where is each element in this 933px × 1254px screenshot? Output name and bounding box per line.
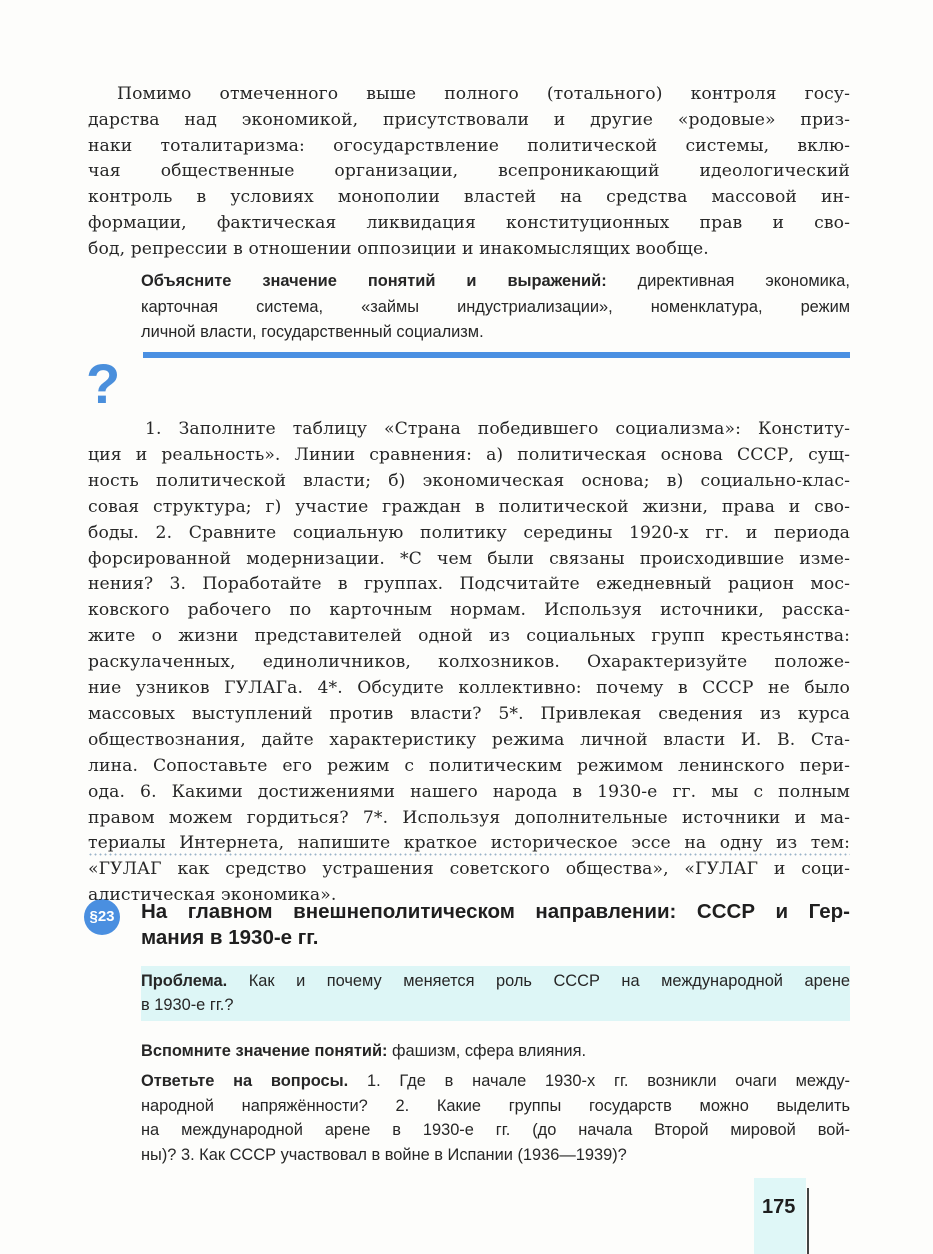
line-text: на международной арене в 1930-е гг. (до начала Второй мировой вой- <box>141 1121 850 1139</box>
line-text: формации, фактическая ликвидация конституционных прав и сво- <box>88 213 850 233</box>
line-text: совая структура; г) участие граждан в политической жизни, права и сво- <box>88 496 850 517</box>
section-divider-bar <box>143 352 850 358</box>
answer-questions-line <box>141 1072 850 1091</box>
line-text: дарства над экономикой, присутствовали и другие «родовые» приз- <box>88 109 850 130</box>
intro-paragraph-line <box>88 161 850 181</box>
problem-line <box>141 972 850 991</box>
section-title-line <box>141 926 850 950</box>
line-text: директивная экономика, <box>606 272 850 290</box>
question-line <box>88 523 850 543</box>
line-text: фашизм, сфера влияния. <box>387 1042 586 1060</box>
answer-questions-line <box>141 1146 850 1165</box>
line-text: нения? 3. Поработайте в группах. Подсчитайте ежедневный рацион мос- <box>88 574 850 595</box>
line-text: форсированной модернизации. *С чем были связаны происходившие изме- <box>88 548 850 569</box>
page-edge-rule <box>807 1188 809 1254</box>
line-text: ода. 6. Какими достижениями нашего народа в 1930-е гг. мы с полным <box>88 781 850 802</box>
intro-paragraph-line <box>117 84 850 104</box>
intro-paragraph-line <box>88 110 850 130</box>
intro-paragraph-line <box>88 213 850 233</box>
line-text: в 1930-е гг.? <box>141 995 234 1014</box>
line-text: народной напряжённости? 2. Какие группы государств можно выделить <box>141 1096 850 1115</box>
intro-paragraph-line <box>88 239 850 259</box>
question-line <box>88 652 850 672</box>
line-text: раскулаченных, единоличников, колхозников. Охарактеризуйте положе- <box>88 652 850 673</box>
intro-paragraph-line <box>88 136 850 156</box>
line-text: На главном внешнеполитическом направлении: СССР и Гер- <box>141 900 850 923</box>
question-line <box>88 471 850 491</box>
question-mark-icon: ? <box>86 352 121 415</box>
line-text: бод, репрессии в отношении оппозиции и инакомыслящих вообще. <box>88 238 709 259</box>
line-text: личной власти, государственный социализм. <box>141 323 484 341</box>
section-title-line <box>141 900 850 924</box>
question-line <box>88 445 850 465</box>
line-text: Помимо отмеченного выше полного (тотального) контроля госу- <box>117 84 850 104</box>
line-text: 1. Где в начале 1930-х гг. возникли очаги между- <box>348 1072 850 1090</box>
question-line <box>88 833 850 853</box>
line-text: боды. 2. Сравните социальную политику середины 1920-х гг. и периода <box>88 522 850 543</box>
question-line <box>88 808 850 828</box>
line-text: контроль в условиях монополии властей на средства массовой ин- <box>88 187 850 208</box>
line-text: ние узников ГУЛАГа. 4*. Обсудите коллективно: почему в СССР не было <box>88 678 850 698</box>
line-text: наки тоталитаризма: огосударствление политической системы, вклю- <box>88 135 850 156</box>
intro-paragraph-line <box>88 187 850 207</box>
question-line <box>88 497 850 517</box>
explain-terms-line <box>141 298 850 317</box>
explain-terms-line <box>141 323 850 342</box>
question-line <box>88 626 850 646</box>
paragraph-badge: §23 <box>84 899 120 935</box>
line-text: ция и реальность». Линии сравнения: а) политическая основа СССР, сущ- <box>88 444 850 465</box>
bold-lead-in: Проблема. <box>141 972 228 990</box>
question-line <box>88 730 850 750</box>
answer-questions-line <box>141 1121 850 1140</box>
line-text: обществознания, дайте характеристику режима личной власти И. В. Ста- <box>88 729 850 750</box>
bold-lead-in: Вспомните значение понятий: <box>141 1042 388 1060</box>
line-text: чая общественные организации, всепроникающий идеологический <box>88 161 850 182</box>
explain-terms-line <box>141 272 850 291</box>
answer-questions-line <box>141 1097 850 1116</box>
bold-lead-in: Ответьте на вопросы. <box>141 1072 349 1090</box>
line-text: правом можем гордиться? 7*. Используя дополнительные источники и ма- <box>88 807 850 828</box>
line-text: массовых выступлений против власти? 5*. Привлекая сведения из курса <box>88 703 850 724</box>
question-line <box>88 782 850 802</box>
line-text: лина. Сопоставьте его режим с политическим режимом ленинского пери- <box>88 755 850 776</box>
question-line <box>88 678 850 698</box>
recall-terms-line <box>141 1042 850 1061</box>
line-text: мания в 1930-е гг. <box>141 926 319 949</box>
line-text: ны)? 3. Как СССР участвовал в войне в Испании (1936—1939)? <box>141 1145 627 1164</box>
bold-lead-in: Объясните значение понятий и выражений: <box>141 272 607 290</box>
question-line <box>88 549 850 569</box>
line-text: карточная система, «займы индустриализации», номенклатура, режим <box>141 297 850 316</box>
line-text: «ГУЛАГ как средство устрашения советского общества», «ГУЛАГ и соци- <box>88 859 850 880</box>
question-line <box>88 756 850 776</box>
line-text: Как и почему меняется роль СССР на международной арене <box>227 972 850 990</box>
line-text: 1. Заполните таблицу «Страна победившего социализма»: Конститу- <box>145 419 850 439</box>
dotted-divider <box>88 853 850 856</box>
line-text: териалы Интернета, напишите краткое историческое эссе на одну из тем: <box>88 833 850 854</box>
question-line <box>88 704 850 724</box>
line-text: ковского рабочего по карточным нормам. Используя источники, расска- <box>88 600 850 621</box>
question-line <box>88 859 850 879</box>
question-line <box>145 419 850 439</box>
question-line <box>88 574 850 594</box>
line-text: ность политической власти; б) экономическая основа; в) социально-клас- <box>88 470 850 491</box>
line-text: жите о жизни представителей одной из социальных групп крестьянства: <box>88 626 850 647</box>
page-number: 175 <box>762 1196 796 1218</box>
line-text: алистическая экономика». <box>88 885 337 906</box>
question-line <box>88 600 850 620</box>
problem-line <box>141 996 850 1015</box>
